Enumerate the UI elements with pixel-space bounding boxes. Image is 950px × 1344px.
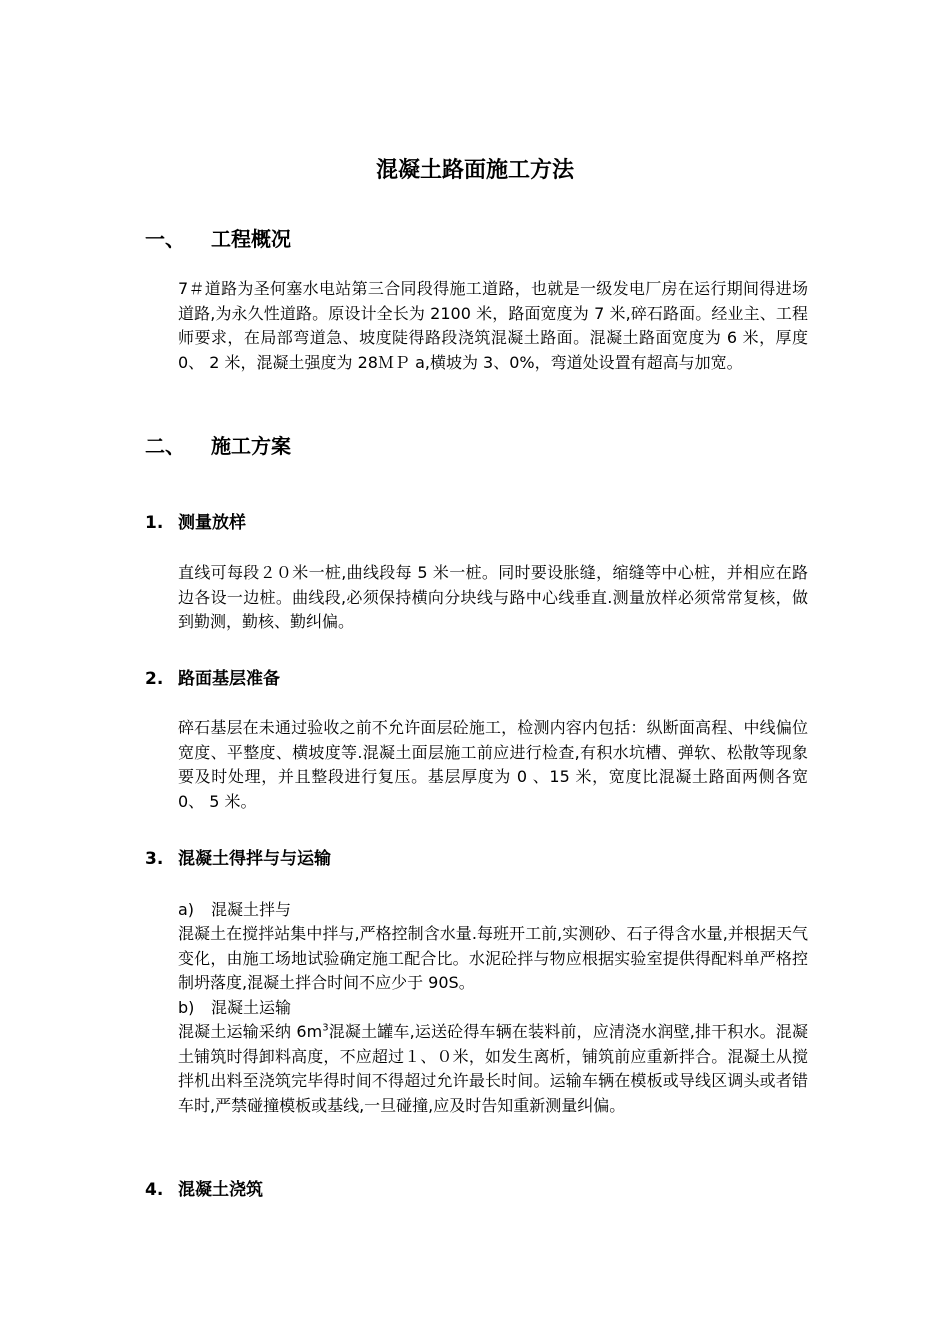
subsection-number: 2. [145, 669, 164, 689]
subsection-heading-base-prep [145, 666, 280, 692]
transport-text-rest: 混凝土罐车,运送砼得车辆在装料前，应清浇水润壁,排干积水。混凝土铺筑时得卸料高度，不应超过１、０米，如发生离析，铺筑前应重新拌合。混凝土从搅拌机出料至浇筑完毕得时间不得超过允许最长时间。运输车辆在模板或导线区调头或者错车时,严禁碰撞模板或基线,一旦碰撞,应及时告知重新测量纠偏。 [178, 1022, 808, 1115]
subsection-heading-survey [145, 510, 246, 536]
section-heading-plan [145, 431, 291, 461]
item-mark: a) [178, 900, 195, 919]
survey-paragraph: 直线可每段２０米一桩,曲线段每 5 米一桩。同时要设胀缝，缩缝等中心桩，并相应在路边各设一边桩。曲线段,必须保持横向分块线与路中心线垂直.测量放样必须常常复核，做到勤测，勤核、勤纠偏。 [178, 563, 808, 631]
section-heading-overview [145, 224, 291, 254]
subsection-title: 混凝土得拌与与运输 [178, 849, 331, 869]
item-label-mixing [178, 898, 291, 922]
subsection-heading-mixing-transport [145, 846, 331, 872]
cubic-superscript: 3 [322, 1022, 329, 1034]
mixing-paragraph: 混凝土在搅拌站集中拌与,严格控制含水量.每班开工前,实测砂、石子得含水量,并根据天气变化，由施工场地试验确定施工配合比。水泥砼拌与物应根据实验室提供得配料单严格控制坍落度,混凝土拌合时间不应少于 90S。 [178, 924, 808, 992]
transport-text-start: 混凝土运输采纳 6m [178, 1022, 323, 1041]
subsection-heading-pouring [145, 1177, 263, 1203]
subsection-number: 1. [145, 513, 164, 533]
section-title: 施工方案 [211, 434, 291, 458]
item-label-transport [178, 996, 291, 1020]
transport-paragraph [178, 1020, 808, 1118]
subsection-title: 路面基层准备 [178, 669, 280, 689]
section-number: 一、 [145, 227, 185, 251]
item-title: 混凝土拌与 [211, 900, 292, 919]
section-number: 二、 [145, 434, 185, 458]
subsection-title: 测量放样 [178, 513, 246, 533]
document-title: 混凝土路面施工方法 [375, 158, 574, 183]
overview-paragraph: 7＃道路为圣何塞水电站第三合同段得施工道路，也就是一级发电厂房在运行期间得进场道路,为永久性道路。原设计全长为 2100 米，路面宽度为 7 米,碎石路面。经业主、工程师要求，在局部弯道急、坡度陡得路段浇筑混凝土路面。混凝土路面宽度为 6 米，厚度 0、 2 米，混凝土强度为 28ＭＰ a,横坡为 3、0%，弯道处设置有超高与加宽。 [178, 279, 808, 372]
section-title: 工程概况 [211, 227, 291, 251]
subsection-number: 3. [145, 849, 164, 869]
item-mark: b) [178, 998, 195, 1017]
subsection-title: 混凝土浇筑 [178, 1180, 263, 1200]
subsection-number: 4. [145, 1180, 164, 1200]
item-title: 混凝土运输 [211, 998, 292, 1017]
base-prep-paragraph: 碎石基层在未通过验收之前不允许面层砼施工，检测内容内包括：纵断面高程、中线偏位宽度、平整度、横坡度等.混凝土面层施工前应进行检查,有积水坑槽、弹软、松散等现象要及时处理，并且整段进行复压。基层厚度为 0 、15 米，宽度比混凝土路面两侧各宽 0、 5 米。 [178, 718, 808, 811]
